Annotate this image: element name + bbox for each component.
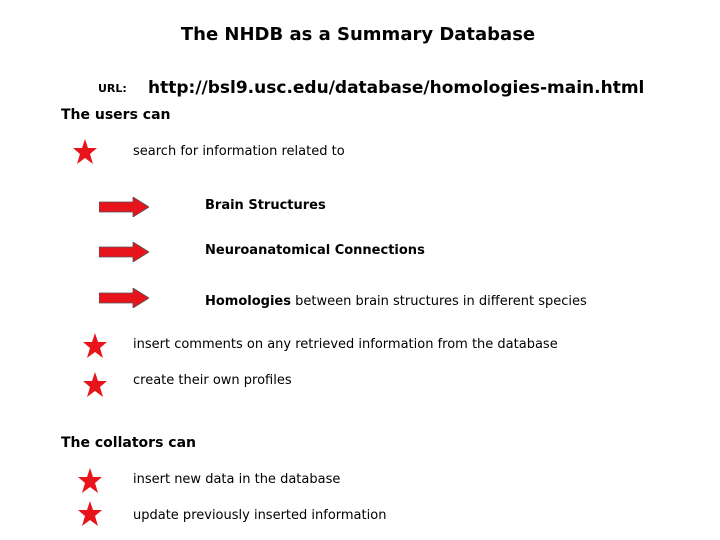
slide-title: The NHDB as a Summary Database [180,24,536,45]
url-link[interactable]: http://bsl9.usc.edu/database/homologies-main.html [148,78,645,98]
star-bullet-icon [77,468,103,494]
homologies-description: between brain structures in different species [291,294,587,309]
collators-heading: The collators can [61,435,196,451]
list-item-insert-data: insert new data in the database [133,472,341,487]
url-label: URL: [98,82,127,95]
star-bullet-icon [72,139,98,165]
arrow-right-icon [99,288,149,308]
list-item-profile: create their own profiles [133,373,292,388]
sub-item-connections: Neuroanatomical Connections [205,243,425,258]
arrow-right-icon [99,242,149,262]
star-bullet-icon [77,501,103,527]
list-item-update-info: update previously inserted information [133,508,387,523]
sub-item-brain-structures: Brain Structures [205,198,326,213]
list-item-search: search for information related to [133,144,345,159]
star-bullet-icon [82,372,108,398]
homologies-term: Homologies [205,294,291,309]
star-bullet-icon [82,333,108,359]
arrow-right-icon [99,197,149,217]
list-item-comment: insert comments on any retrieved information from the database [133,337,558,352]
sub-item-homologies [205,290,587,309]
users-heading: The users can [61,107,171,123]
